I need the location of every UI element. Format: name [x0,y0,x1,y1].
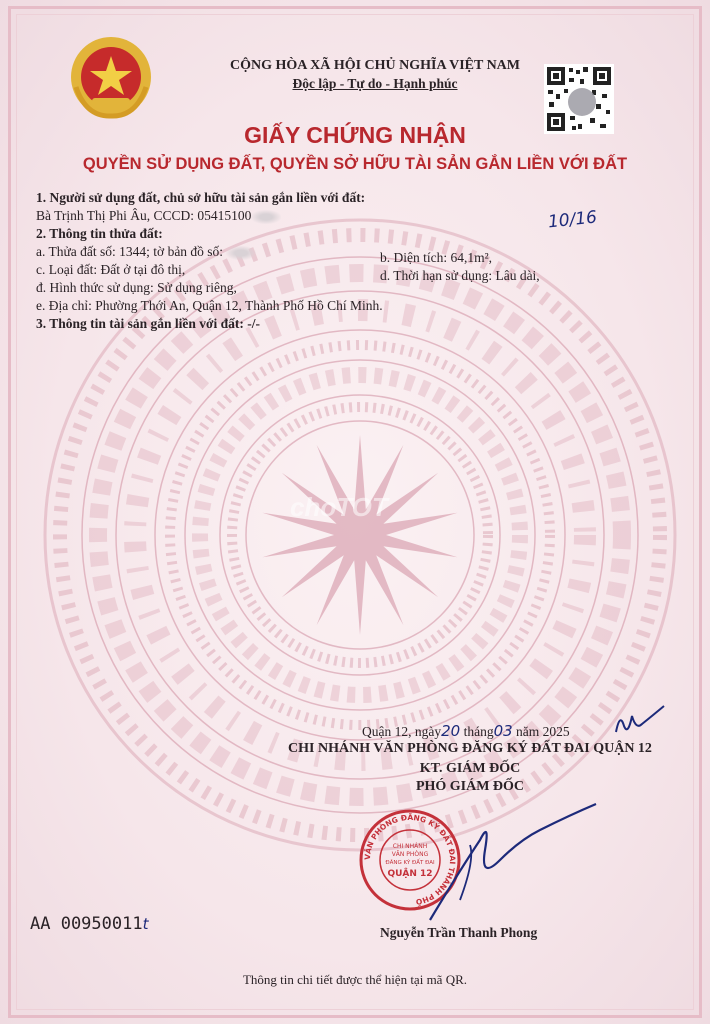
section-2-heading: 2. Thông tin thửa đất: [36,226,163,241]
address-line: e. Địa chỉ: Phường Thới An, Quận 12, Thành Phố Hồ Chí Minh. [36,298,383,313]
drum-star [263,435,458,635]
stamp-line-1: CHI NHÁNH [392,843,428,850]
date-month-word: tháng [463,724,494,739]
deputy-director: PHÓ GIÁM ĐỐC [415,779,525,794]
date-line [362,722,570,740]
national-emblem-icon [66,32,156,122]
serial-number: AA 00950011 [30,914,143,934]
section-1-heading: 1. Người sử dụng đất, chủ sở hữu tài sản gắn liền với đất: [36,190,366,205]
usage-form-line: đ. Hình thức sử dụng: Sử dụng riêng, [36,280,237,295]
owner-text: Bà Trịnh Thị Phi Âu, CCCD: 05415100 [36,208,252,223]
section-3-line [36,316,260,332]
redacted-id-blur [251,210,281,224]
certificate-title: GIẤY CHỨNG NHẬN [244,122,466,148]
date-prefix: Quận 12, ngày [362,724,442,739]
parcel-line [36,244,256,260]
serial-line [30,914,148,934]
section-3-value: -/- [247,316,261,331]
watermark-text: choTOT [290,492,388,522]
owner-line [36,208,281,224]
land-type-line: c. Loại đất: Đất ở tại đô thị, [36,262,186,277]
stamp-ring-text: VĂN PHÒNG ĐĂNG KÝ ĐẤT ĐAI THÀNH PHỐ [362,812,458,907]
date-month: 03 [493,722,513,740]
country-name: CỘNG HÒA XÃ HỘI CHỦ NGHĨA VIỆT NAM [229,58,520,73]
term-line: d. Thời hạn sử dụng: Lâu dài, [380,268,540,283]
stamp-line-2: VĂN PHÒNG [391,851,429,858]
signer-name: Nguyễn Trần Thanh Phong [380,925,538,940]
date-year: năm 2025 [516,724,570,739]
parcel-number: a. Thửa đất số: 1344; tờ bản đồ số: [36,244,224,259]
kt-director: KT. GIÁM ĐỐC [419,761,521,776]
area-line: b. Diện tích: 64,1m², [380,250,493,265]
stamp-line-3: ĐĂNG KÝ ĐẤT ĐAI [385,860,435,866]
date-day: 20 [441,722,461,740]
handwritten-signature [400,800,600,930]
handwritten-fraction: 10/16 [547,207,598,233]
initials-scribble [612,702,668,738]
serial-handwritten-suffix: t [142,915,149,933]
qr-footer-note: Thông tin chi tiết được thể hiện tại mã QR. [242,972,468,987]
issuing-office: CHI NHÁNH VĂN PHÒNG ĐĂNG KÝ ĐẤT ĐAI QUẬN 12 [288,741,652,756]
certificate-subtitle: QUYỀN SỬ DỤNG ĐẤT, QUYỀN SỞ HỮU TÀI SẢN GẮN LIỀN VỚI ĐẤT [82,155,628,173]
redacted-map-blur [226,246,256,260]
national-motto: Độc lập - Tự do - Hạnh phúc [292,76,458,91]
stamp-line-4: QUẬN 12 [387,869,433,879]
section-3-heading: 3. Thông tin tài sản gắn liền với đất: [36,316,244,331]
